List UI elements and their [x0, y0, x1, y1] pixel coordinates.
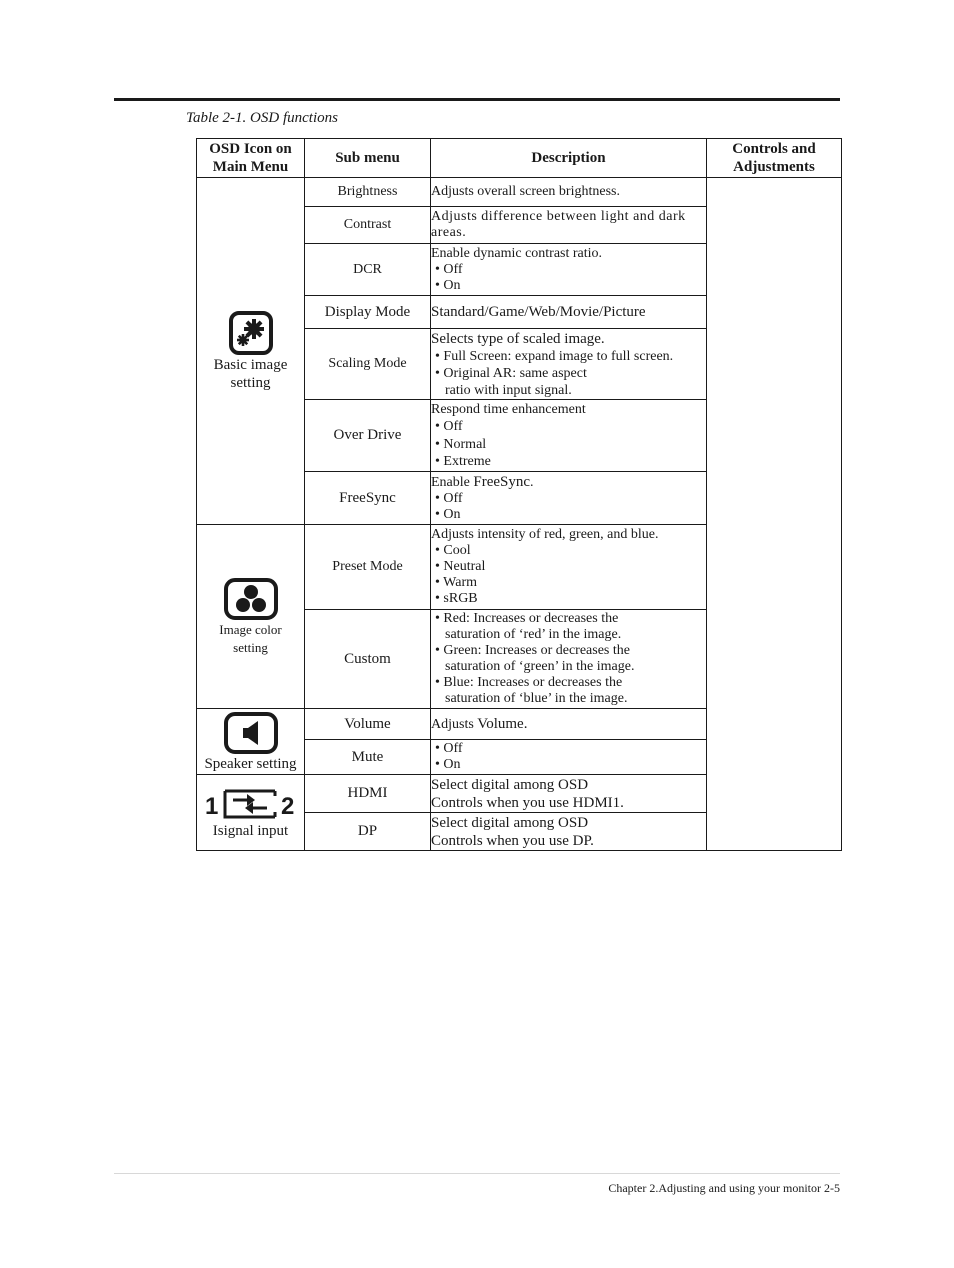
- desc-freesync: Enable FreeSync. • Off • On: [431, 472, 707, 525]
- sub-contrast: Contrast: [305, 207, 431, 244]
- table-caption: Table 2-1. OSD functions: [186, 110, 338, 126]
- header-controls: Controls and Adjustments: [707, 139, 842, 178]
- basic-image-label: Basic image setting: [213, 357, 288, 391]
- speaker-icon: [197, 711, 304, 755]
- header-description: Description: [431, 139, 707, 178]
- basic-image-setting-cell: [197, 178, 305, 525]
- header-osd-icon: OSD Icon on Main Menu: [197, 139, 305, 178]
- sub-freesync: FreeSync: [305, 472, 431, 525]
- svg-text:1: 1: [204, 792, 218, 820]
- desc-dp: Select digital among OSD Controls when you use DP.: [431, 813, 707, 851]
- gear-icon: [197, 310, 304, 356]
- sub-mute: Mute: [305, 740, 431, 775]
- controls-column: [707, 178, 842, 851]
- sub-custom: Custom: [305, 610, 431, 709]
- page-footer: Chapter 2.Adjusting and using your monitor 2-5: [608, 1181, 840, 1195]
- sub-brightness: Brightness: [305, 178, 431, 207]
- desc-preset-mode: Adjusts intensity of red, green, and blue. • Cool • Neutral • Warm • sRGB: [431, 525, 707, 610]
- desc-display-mode: Standard/Game/Web/Movie/Picture: [431, 296, 707, 329]
- table-row: [197, 178, 842, 207]
- image-color-setting-cell: [197, 525, 305, 709]
- desc-volume: Adjusts Volume.: [431, 709, 707, 740]
- sub-preset-mode: Preset Mode: [305, 525, 431, 610]
- desc-scaling-mode: Selects type of scaled image. • Full Screen: expand image to full screen. • Original AR: same aspect ratio with input signal.: [431, 329, 707, 400]
- table-header-row: [197, 139, 842, 178]
- header-sub-menu: Sub menu: [305, 139, 431, 178]
- footer-rule: [114, 1173, 840, 1174]
- color-circles-icon: [197, 577, 304, 621]
- svg-text:2: 2: [280, 792, 294, 820]
- speaker-setting-cell: [197, 709, 305, 775]
- input-signal-label: Isignal input: [212, 822, 289, 839]
- image-color-label: Image color setting: [219, 621, 282, 655]
- sub-hdmi: HDMI: [305, 775, 431, 813]
- osd-functions-table: [196, 138, 842, 851]
- sub-volume: Volume: [305, 709, 431, 740]
- sub-dcr: DCR: [305, 244, 431, 296]
- desc-over-drive: Respond time enhancement • Off • Normal • Extreme: [431, 400, 707, 472]
- sub-over-drive: Over Drive: [305, 400, 431, 472]
- top-rule: [114, 98, 840, 101]
- desc-mute: • Off • On: [431, 740, 707, 775]
- desc-brightness: Adjusts overall screen brightness.: [431, 178, 707, 207]
- sub-display-mode: Display Mode: [305, 296, 431, 329]
- sub-dp: DP: [305, 813, 431, 851]
- desc-dcr: Enable dynamic contrast ratio. • Off • On: [431, 244, 707, 296]
- desc-contrast: Adjusts difference between light and dark areas.: [431, 207, 707, 244]
- desc-custom: • Red: Increases or decreases the saturation of ‘red’ in the image. • Green: Increases or decreases the saturation of ‘green’ in the image. • Blue: Increases or decreases the saturation of ‘blue’ in the image.: [431, 610, 707, 709]
- input-signal-cell: [197, 775, 305, 851]
- sub-scaling-mode: Scaling Mode: [305, 329, 431, 400]
- desc-hdmi: Select digital among OSD Controls when you use HDMI1.: [431, 775, 707, 813]
- speaker-label: Speaker setting: [204, 755, 297, 772]
- input-switch-icon: [197, 786, 304, 822]
